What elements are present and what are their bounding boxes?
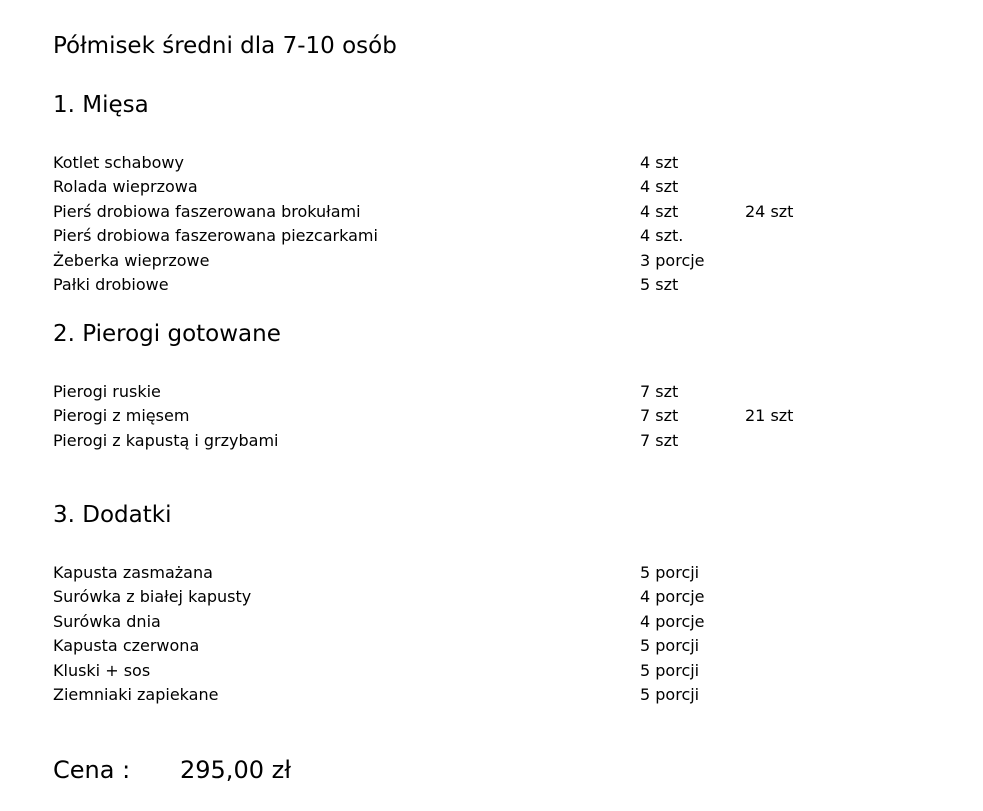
item-total: 21 szt (745, 406, 794, 426)
item-quantity: 4 porcje (640, 611, 705, 631)
item-quantity: 4 szt (640, 177, 679, 197)
item-name: Pierś drobiowa faszerowana piezcarkami (53, 226, 378, 246)
item-quantity: 7 szt (640, 430, 679, 450)
item-quantity: 3 porcje (640, 250, 705, 270)
item-name: Kotlet schabowy (53, 153, 184, 172)
list-item (53, 249, 873, 273)
item-quantity: 4 szt. (640, 226, 684, 246)
section-heading-dodatki: 3. Dodatki (53, 502, 172, 528)
price-line (53, 756, 292, 784)
list-item (53, 429, 873, 453)
list-item (53, 273, 873, 297)
item-quantity: 4 szt (640, 201, 679, 221)
section-heading-miesa: 1. Mięsa (53, 92, 149, 118)
item-quantity: 7 szt (640, 382, 679, 401)
item-name: Pierogi ruskie (53, 382, 161, 401)
section-items-dodatki (53, 561, 873, 707)
list-item (53, 380, 873, 404)
list-item (53, 175, 873, 199)
item-total: 24 szt (745, 201, 794, 221)
item-quantity: 5 porcji (640, 636, 700, 656)
item-quantity: 5 porcji (640, 563, 700, 582)
item-name: Pałki drobiowe (53, 274, 169, 294)
item-quantity: 5 szt (640, 274, 679, 294)
item-name: Ziemniaki zapiekane (53, 684, 219, 704)
list-item (53, 634, 873, 658)
list-item (53, 610, 873, 634)
item-name: Kapusta czerwona (53, 636, 200, 656)
item-name: Rolada wieprzowa (53, 177, 198, 197)
price-label: Cena : (53, 756, 131, 784)
item-quantity: 5 porcji (640, 660, 700, 680)
list-item (53, 683, 873, 707)
list-item (53, 404, 873, 428)
item-name: Kluski + sos (53, 660, 151, 680)
item-name: Żeberka wieprzowe (53, 250, 210, 270)
item-quantity: 7 szt (640, 406, 679, 426)
section-heading-pierogi: 2. Pierogi gotowane (53, 321, 281, 347)
list-item (53, 561, 873, 585)
section-items-miesa (53, 151, 873, 297)
item-name: Pierogi z kapustą i grzybami (53, 430, 279, 450)
item-name: Kapusta zasmażana (53, 563, 213, 582)
list-item (53, 200, 873, 224)
list-item (53, 224, 873, 248)
list-item (53, 659, 873, 683)
item-name: Surówka z białej kapusty (53, 587, 252, 607)
item-name: Surówka dnia (53, 611, 161, 631)
item-quantity: 5 porcji (640, 684, 700, 704)
item-quantity: 4 porcje (640, 587, 705, 607)
document-title: Półmisek średni dla 7-10 osób (53, 33, 397, 59)
section-items-pierogi (53, 380, 873, 453)
item-name: Pierogi z mięsem (53, 406, 190, 426)
list-item (53, 585, 873, 609)
list-item (53, 151, 873, 175)
item-name: Pierś drobiowa faszerowana brokułami (53, 201, 361, 221)
price-value: 295,00 zł (180, 756, 292, 784)
item-quantity: 4 szt (640, 153, 679, 172)
